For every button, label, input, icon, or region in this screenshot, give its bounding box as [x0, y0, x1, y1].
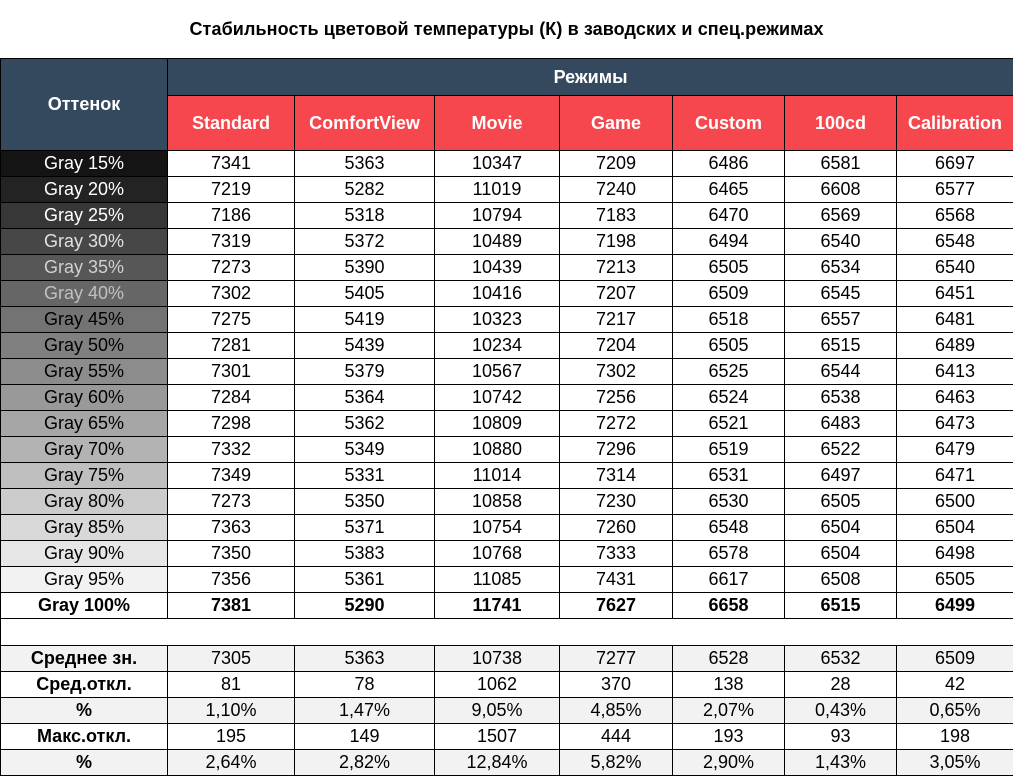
temperature-cell: 6577	[897, 177, 1013, 203]
temperature-cell: 11014	[435, 463, 560, 489]
temperature-cell: 7281	[168, 333, 295, 359]
spacer-section	[1, 619, 1013, 646]
table-row	[1, 437, 1013, 463]
temperature-cell: 5405	[295, 281, 435, 307]
temperature-cell: 5318	[295, 203, 435, 229]
temperature-cell: 7381	[168, 593, 295, 619]
temperature-cell: 6494	[673, 229, 785, 255]
stat-cell: 78	[295, 672, 435, 698]
table-row	[1, 385, 1013, 411]
stat-cell: 7277	[560, 646, 673, 672]
stat-cell: 1,43%	[785, 750, 897, 776]
temperature-cell: 10880	[435, 437, 560, 463]
temperature-cell: 7273	[168, 489, 295, 515]
temperature-cell: 7302	[168, 281, 295, 307]
temperature-cell: 7314	[560, 463, 673, 489]
temperature-cell: 10347	[435, 151, 560, 177]
temperature-cell: 5419	[295, 307, 435, 333]
temperature-cell: 6470	[673, 203, 785, 229]
modes-group-header: Режимы	[168, 59, 1013, 96]
temperature-cell: 6505	[785, 489, 897, 515]
stat-cell: 4,85%	[560, 698, 673, 724]
stat-row	[1, 724, 1013, 750]
gray-level-label: Gray 45%	[1, 307, 168, 333]
temperature-cell: 7349	[168, 463, 295, 489]
temperature-cell: 6518	[673, 307, 785, 333]
mode-header-game: Game	[560, 96, 673, 151]
gray-level-label: Gray 20%	[1, 177, 168, 203]
stat-cell: 42	[897, 672, 1013, 698]
temperature-cell: 6498	[897, 541, 1013, 567]
temperature-cell: 10416	[435, 281, 560, 307]
temperature-cell: 5361	[295, 567, 435, 593]
temperature-cell: 10567	[435, 359, 560, 385]
temperature-cell: 7260	[560, 515, 673, 541]
gray-level-label: Gray 90%	[1, 541, 168, 567]
stat-cell: 7305	[168, 646, 295, 672]
stat-cell: 193	[673, 724, 785, 750]
temperature-cell: 10234	[435, 333, 560, 359]
stat-cell: 6528	[673, 646, 785, 672]
gray-level-label: Gray 60%	[1, 385, 168, 411]
temperature-cell: 10489	[435, 229, 560, 255]
temperature-cell: 10439	[435, 255, 560, 281]
stat-label: Среднее зн.	[1, 646, 168, 672]
temperature-cell: 5282	[295, 177, 435, 203]
table-row	[1, 151, 1013, 177]
temperature-cell: 7356	[168, 567, 295, 593]
table-row	[1, 177, 1013, 203]
temperature-cell: 7207	[560, 281, 673, 307]
stat-label: %	[1, 750, 168, 776]
stat-cell: 444	[560, 724, 673, 750]
temperature-cell: 6578	[673, 541, 785, 567]
temperature-cell: 5390	[295, 255, 435, 281]
temperature-cell: 7219	[168, 177, 295, 203]
stat-cell: 9,05%	[435, 698, 560, 724]
temperature-cell: 10323	[435, 307, 560, 333]
temperature-cell: 6534	[785, 255, 897, 281]
temperature-cell: 6486	[673, 151, 785, 177]
table-row	[1, 229, 1013, 255]
temperature-cell: 7319	[168, 229, 295, 255]
stat-cell: 1,10%	[168, 698, 295, 724]
stat-cell: 2,64%	[168, 750, 295, 776]
table-row	[1, 281, 1013, 307]
temperature-cell: 10858	[435, 489, 560, 515]
temperature-cell: 6473	[897, 411, 1013, 437]
temperature-cell: 6557	[785, 307, 897, 333]
temperature-cell: 7332	[168, 437, 295, 463]
temperature-cell: 6531	[673, 463, 785, 489]
color-temperature-table	[0, 58, 1013, 776]
temperature-cell: 7272	[560, 411, 673, 437]
stat-cell: 3,05%	[897, 750, 1013, 776]
temperature-cell: 6519	[673, 437, 785, 463]
temperature-cell: 7209	[560, 151, 673, 177]
temperature-cell: 6515	[785, 593, 897, 619]
temperature-cell: 10809	[435, 411, 560, 437]
stat-cell: 6532	[785, 646, 897, 672]
temperature-cell: 6465	[673, 177, 785, 203]
temperature-cell: 6524	[673, 385, 785, 411]
mode-header-custom: Custom	[673, 96, 785, 151]
temperature-cell: 6497	[785, 463, 897, 489]
gray-level-label: Gray 65%	[1, 411, 168, 437]
stat-cell: 0,65%	[897, 698, 1013, 724]
temperature-cell: 6471	[897, 463, 1013, 489]
table-row	[1, 307, 1013, 333]
mode-header-standard: Standard	[168, 96, 295, 151]
gray-level-label: Gray 80%	[1, 489, 168, 515]
table-row	[1, 593, 1013, 619]
gray-level-label: Gray 85%	[1, 515, 168, 541]
table-row	[1, 359, 1013, 385]
gray-level-label: Gray 100%	[1, 593, 168, 619]
stat-label: Макс.откл.	[1, 724, 168, 750]
temperature-cell: 7186	[168, 203, 295, 229]
gray-level-label: Gray 30%	[1, 229, 168, 255]
mode-header-movie: Movie	[435, 96, 560, 151]
temperature-cell: 7296	[560, 437, 673, 463]
temperature-cell: 5364	[295, 385, 435, 411]
stat-cell: 10738	[435, 646, 560, 672]
temperature-cell: 6505	[897, 567, 1013, 593]
temperature-cell: 11741	[435, 593, 560, 619]
gray-level-rows	[1, 151, 1013, 619]
temperature-cell: 10754	[435, 515, 560, 541]
stat-cell: 1062	[435, 672, 560, 698]
temperature-cell: 6540	[785, 229, 897, 255]
temperature-cell: 7333	[560, 541, 673, 567]
temperature-cell: 5363	[295, 151, 435, 177]
stat-cell: 195	[168, 724, 295, 750]
temperature-cell: 6508	[785, 567, 897, 593]
table-row	[1, 255, 1013, 281]
temperature-cell: 6521	[673, 411, 785, 437]
stat-cell: 12,84%	[435, 750, 560, 776]
mode-header-comfortview: ComfortView	[295, 96, 435, 151]
table-row	[1, 203, 1013, 229]
gray-level-label: Gray 40%	[1, 281, 168, 307]
temperature-cell: 7204	[560, 333, 673, 359]
gray-level-label: Gray 50%	[1, 333, 168, 359]
stat-cell: 198	[897, 724, 1013, 750]
temperature-cell: 6522	[785, 437, 897, 463]
spacer-cell	[1, 619, 1013, 646]
stat-cell: 28	[785, 672, 897, 698]
table-row	[1, 463, 1013, 489]
temperature-cell: 6568	[897, 203, 1013, 229]
temperature-cell: 7363	[168, 515, 295, 541]
gray-level-label: Gray 70%	[1, 437, 168, 463]
temperature-cell: 6515	[785, 333, 897, 359]
gray-level-label: Gray 25%	[1, 203, 168, 229]
temperature-cell: 7213	[560, 255, 673, 281]
temperature-cell: 7627	[560, 593, 673, 619]
temperature-cell: 6504	[785, 515, 897, 541]
stat-cell: 138	[673, 672, 785, 698]
stat-cell: 5,82%	[560, 750, 673, 776]
temperature-cell: 6463	[897, 385, 1013, 411]
temperature-cell: 6548	[673, 515, 785, 541]
stat-cell: 93	[785, 724, 897, 750]
stat-cell: 6509	[897, 646, 1013, 672]
temperature-cell: 10768	[435, 541, 560, 567]
table-row	[1, 489, 1013, 515]
temperature-cell: 6483	[785, 411, 897, 437]
table-row	[1, 333, 1013, 359]
temperature-cell: 6504	[785, 541, 897, 567]
temperature-cell: 10742	[435, 385, 560, 411]
stat-cell: 5363	[295, 646, 435, 672]
mode-header-calibration: Calibration	[897, 96, 1013, 151]
table-row	[1, 541, 1013, 567]
temperature-cell: 6499	[897, 593, 1013, 619]
gray-level-label: Gray 35%	[1, 255, 168, 281]
temperature-cell: 5379	[295, 359, 435, 385]
stat-cell: 370	[560, 672, 673, 698]
stat-label: %	[1, 698, 168, 724]
gray-level-label: Gray 15%	[1, 151, 168, 177]
temperature-cell: 6481	[897, 307, 1013, 333]
temperature-cell: 6608	[785, 177, 897, 203]
temperature-cell: 6617	[673, 567, 785, 593]
temperature-cell: 6545	[785, 281, 897, 307]
temperature-cell: 10794	[435, 203, 560, 229]
temperature-cell: 5439	[295, 333, 435, 359]
stat-cell: 2,82%	[295, 750, 435, 776]
temperature-cell: 7198	[560, 229, 673, 255]
temperature-cell: 6505	[673, 255, 785, 281]
temperature-cell: 6658	[673, 593, 785, 619]
temperature-cell: 7350	[168, 541, 295, 567]
temperature-cell: 7341	[168, 151, 295, 177]
temperature-cell: 5371	[295, 515, 435, 541]
stat-row	[1, 698, 1013, 724]
table-row	[1, 567, 1013, 593]
temperature-cell: 6538	[785, 385, 897, 411]
temperature-cell: 7256	[560, 385, 673, 411]
temperature-cell: 11019	[435, 177, 560, 203]
temperature-cell: 6569	[785, 203, 897, 229]
temperature-cell: 6544	[785, 359, 897, 385]
stat-cell: 1507	[435, 724, 560, 750]
temperature-cell: 6479	[897, 437, 1013, 463]
stat-row	[1, 646, 1013, 672]
shade-column-header: Оттенок	[1, 59, 168, 151]
table-row	[1, 515, 1013, 541]
gray-level-label: Gray 55%	[1, 359, 168, 385]
temperature-cell: 5350	[295, 489, 435, 515]
temperature-cell: 6451	[897, 281, 1013, 307]
temperature-cell: 7301	[168, 359, 295, 385]
temperature-cell: 5372	[295, 229, 435, 255]
temperature-cell: 7240	[560, 177, 673, 203]
temperature-cell: 6581	[785, 151, 897, 177]
stat-row	[1, 750, 1013, 776]
gray-level-label: Gray 95%	[1, 567, 168, 593]
temperature-cell: 7298	[168, 411, 295, 437]
temperature-cell: 5331	[295, 463, 435, 489]
table-row	[1, 411, 1013, 437]
temperature-cell: 6504	[897, 515, 1013, 541]
temperature-cell: 7302	[560, 359, 673, 385]
temperature-cell: 6525	[673, 359, 785, 385]
temperature-cell: 6540	[897, 255, 1013, 281]
stat-cell: 81	[168, 672, 295, 698]
stat-label: Сред.откл.	[1, 672, 168, 698]
temperature-cell: 7183	[560, 203, 673, 229]
spacer-row	[1, 619, 1013, 646]
temperature-cell: 6697	[897, 151, 1013, 177]
temperature-cell: 6413	[897, 359, 1013, 385]
gray-level-label: Gray 75%	[1, 463, 168, 489]
temperature-cell: 7230	[560, 489, 673, 515]
temperature-cell: 7284	[168, 385, 295, 411]
temperature-cell: 6505	[673, 333, 785, 359]
temperature-cell: 7275	[168, 307, 295, 333]
mode-header-100cd: 100cd	[785, 96, 897, 151]
stat-cell: 1,47%	[295, 698, 435, 724]
temperature-cell: 6530	[673, 489, 785, 515]
stat-cell: 0,43%	[785, 698, 897, 724]
temperature-cell: 7217	[560, 307, 673, 333]
temperature-cell: 6548	[897, 229, 1013, 255]
temperature-cell: 7273	[168, 255, 295, 281]
temperature-cell: 6489	[897, 333, 1013, 359]
temperature-cell: 7431	[560, 567, 673, 593]
stat-row	[1, 672, 1013, 698]
temperature-cell: 11085	[435, 567, 560, 593]
table-title: Стабильность цветовой температуры (К) в заводских и спец.режимах	[189, 19, 824, 39]
temperature-cell: 5362	[295, 411, 435, 437]
stat-cell: 2,90%	[673, 750, 785, 776]
temperature-cell: 6509	[673, 281, 785, 307]
stat-cell: 149	[295, 724, 435, 750]
temperature-cell: 6500	[897, 489, 1013, 515]
temperature-cell: 5349	[295, 437, 435, 463]
temperature-cell: 5290	[295, 593, 435, 619]
temperature-cell: 5383	[295, 541, 435, 567]
stat-cell: 2,07%	[673, 698, 785, 724]
statistics-rows	[1, 646, 1013, 776]
